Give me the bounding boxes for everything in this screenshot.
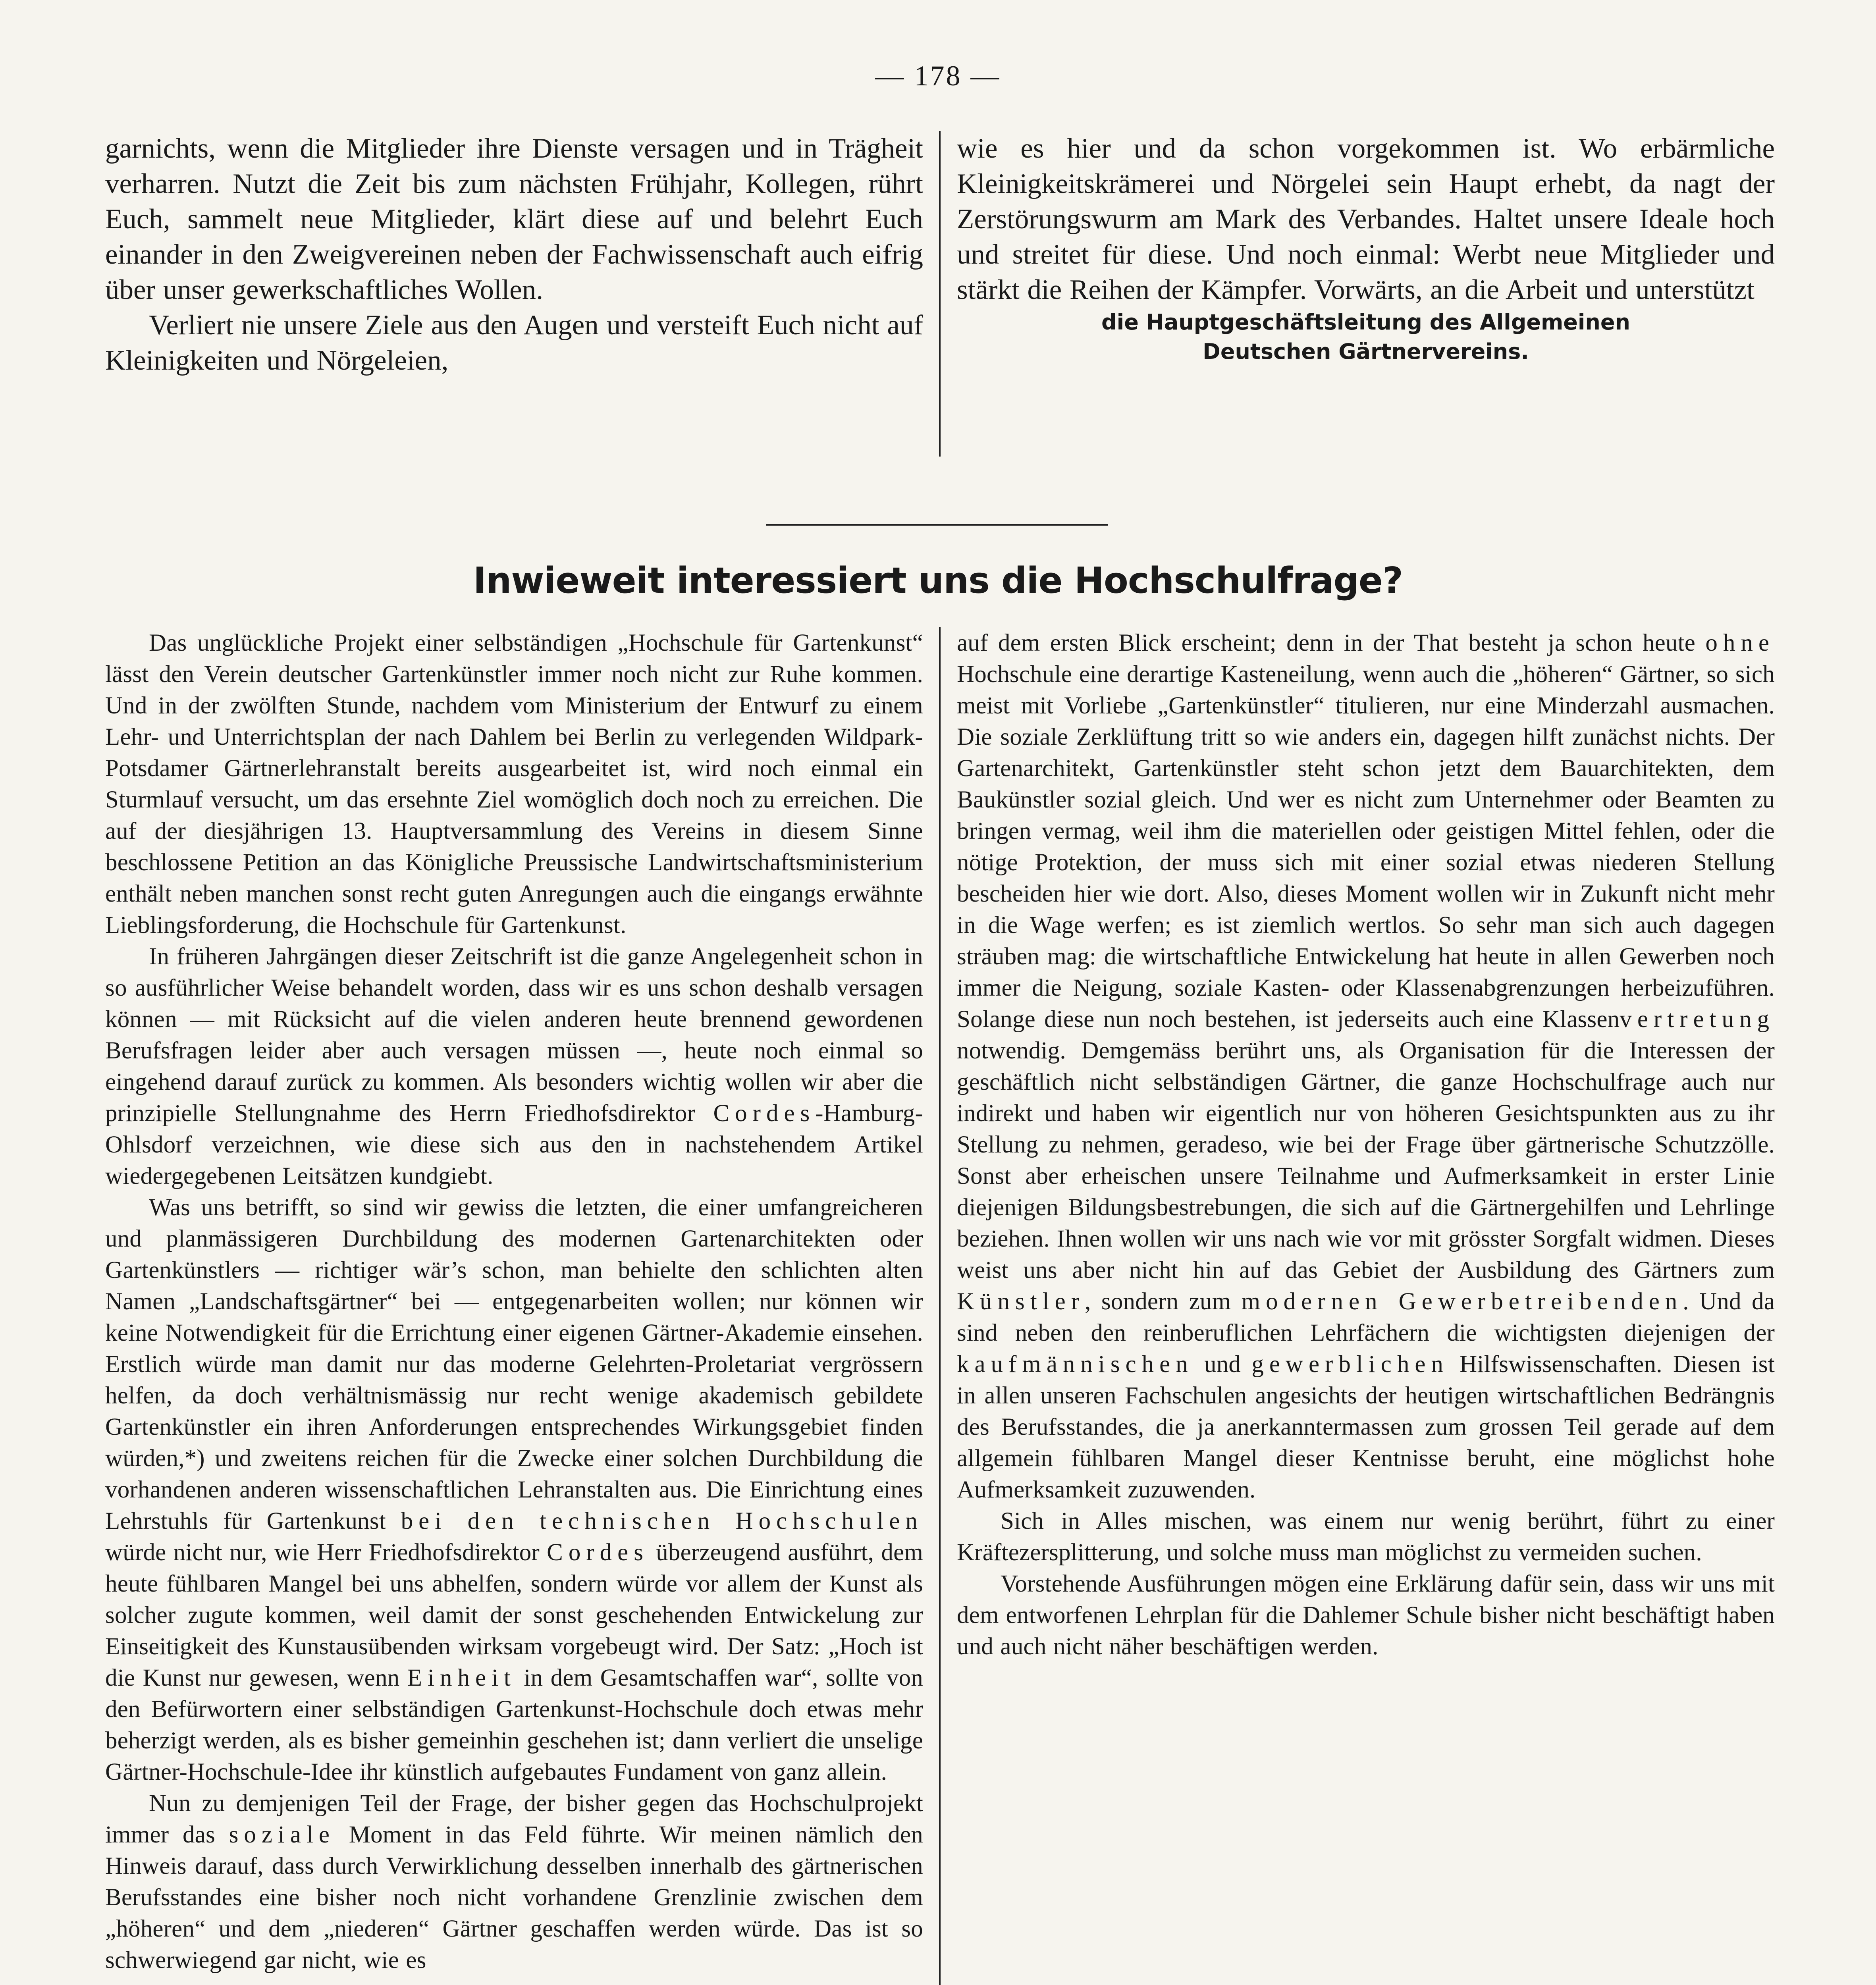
article-1-right-column xyxy=(957,627,1775,1662)
article-1-left-paragraph-1: Das unglückliche Projekt einer selbständigen „Hochschule für Gartenkunst“ lässt den Verein deutscher Gartenkünstler immer noch nicht zur Ruhe kommen. Und in der zwölften Stunde, nachdem vom Ministerium der Entwurf zu einem Lehr- und Unterrichtsplan der nach Dahlem bei Berlin zu verlegenden Wildpark-Potsdamer Gärtnerlehranstalt bereits ausgearbeitet ist, wird noch einmal ein Sturmlauf versucht, um das ersehnte Ziel womöglich doch noch zu erreichen. Die auf der diesjährigen 13. Hauptversammlung des Vereins in diesem Sinne beschlossene Petition an das Königliche Preussische Landwirtschaftsministerium enthält neben manchen sonst recht guten Anregungen auch die eingangs erwähnte Lieblingsforderung, die Hochschule für Gartenkunst. xyxy=(105,630,923,939)
top-left-paragraph-2: Verliert nie unsere Ziele aus den Augen und versteift Euch nicht auf Kleinigkeiten und Nörgeleien, xyxy=(105,310,923,376)
top-left-column xyxy=(105,131,923,378)
signature-line-2: Deutschen Gärtnervereins. xyxy=(1203,339,1529,364)
article-1-right-paragraph-3: Vorstehende Ausführungen mögen eine Erklärung dafür sein, dass wir uns mit dem entworfenen Lehrplan für die Dahlemer Schule bisher nicht beschäftigt haben und auch nicht näher beschäftigen werden. xyxy=(957,1571,1775,1660)
article-1-left-paragraph-3: Was uns betrifft, so sind wir gewiss die letzten, die einer umfangreicheren und planmässigeren Durchbildung des modernen Gartenarchitekten oder Gartenkünstlers — richtiger wär’s schon, man behielte den schlichten alten Namen „Landschaftsgärtner“ bei — entgegenarbeiten wollen; nur können wir keine Notwendigkeit für die Errichtung einer eigenen Gärtner-Akademie einsehen. Erstlich würde man damit nur das moderne Gelehrten-Proletariat vergrössern helfen, da doch verhältnismässig nur recht wenige akademisch gebildete Gartenkünstler ein ihren Anforderungen entsprechendes Wirkungsgebiet finden würden,*) und zweitens reichen für die Zwecke einer solchen Durchbildung die vorhandenen anderen wissenschaftlichen Lehranstalten aus. Die Einrichtung eines Lehrstuhls für Gartenkunst bei den technischen Hochschulen würde nicht nur, wie Herr Friedhofsdirektor Cordes überzeugend ausführt, dem heute fühlbaren Mangel bei uns abhelfen, sondern würde vor allem der Kunst als solcher zugute kommen, weil damit der sonst geschehenden Entwickelung zur Einseitigkeit des Kunstausübenden wirksam vorgebeugt wird. Der Satz: „Hoch ist die Kunst nur gewesen, wenn Einheit in dem Gesamtschaffen war“, sollte von den Befürwortern einer selbständigen Gartenkunst-Hochschule doch etwas mehr beherzigt werden, als es bisher gemeinhin geschehen ist; dann verliert die unselige Gärtner-Hochschule-Idee ihr künstlich aufgebautes Fundament von ganz allein. xyxy=(105,1194,924,1785)
top-left-paragraph-1: garnichts, wenn die Mitglieder ihre Dienste versagen und in Trägheit verharren. Nutzt die Zeit bis zum nächsten Frühjahr, Kollegen, rührt Euch, sammelt neue Mitglieder, klärt diese auf und belehrt Euch einander in den Zweigvereinen neben der Fachwissenschaft auch eifrig über unser gewerkschaftliches Wollen. xyxy=(105,133,923,305)
article-column-divider xyxy=(939,627,941,1985)
signature-line-1: die Hauptgeschäftsleitung des Allgemeinen xyxy=(1101,310,1630,335)
top-column-divider xyxy=(939,131,941,457)
article-1-left-paragraph-4: Nun zu demjenigen Teil der Frage, der bisher gegen das Hochschulprojekt immer das soziale Moment in das Feld führte. Wir meinen nämlich den Hinweis darauf, dass durch Verwirklichung desselben innerhalb des gärtnerischen Berufsstandes eine bisher noch nicht vorhandene Grenzlinie zwischen dem „höheren“ und dem „niederen“ Gärtner geschaffen werden würde. Das ist so schwerwiegend gar nicht, wie es xyxy=(105,1790,923,1973)
article-1-right-paragraph-2: Sich in Alles mischen, was einem nur wenig berührt, führt zu einer Kräftezersplitterung, und solche muss man möglichst zu vermeiden suchen. xyxy=(957,1508,1775,1566)
top-right-paragraph: wie es hier und da schon vorgekommen ist. Wo erbärmliche Kleinigkeitskrämerei und Nörgelei sein Haupt erhebt, da nagt der Zerstörungswurm am Mark des Verbandes. Haltet unsere Ideale hoch und streitet für diese. Und noch einmal: Werbt neue Mitglieder und stärkt die Reihen der Kämpfer. Vorwärts, an die Arbeit und unterstützt xyxy=(957,133,1775,305)
article-1-right-paragraph-1: auf dem ersten Blick erscheint; denn in der That besteht ja schon heute ohne Hochschule eine derartige Kasteneilung, wenn auch die „höheren“ Gärtner, so sich meist mit Vorliebe „Gartenkünstler“ titulieren, nur eine Minderzahl ausmachen. Die soziale Zerklüftung tritt so wie anders ein, dagegen hilft zunächst nichts. Der Gartenarchitekt, Gartenkünstler steht schon jetzt dem Bauarchitekten, dem Baukünstler sozial gleich. Und wer es nicht zum Unternehmer oder Beamten zu bringen vermag, weil ihm die materiellen oder geistigen Mittel fehlen, oder die nötige Protektion, der muss sich mit einer sozial etwas niederen Stellung bescheiden hier wie dort. Also, dieses Moment wollen wir in Zukunft nicht mehr in die Wage werfen; es ist ziemlich wertlos. So sehr man sich auch dagegen sträuben mag: die wirtschaftliche Entwickelung hat heute in allen Gewerben noch immer die Neigung, soziale Kasten- oder Klassenabgrenzungen herbeizuführen. Solange diese nun noch bestehen, ist jederseits auch eine Klassenvertretung notwendig. Demgemäss berührt uns, als Organisation für die Interessen der geschäftlich nicht selbständigen Gärtner, die ganze Hochschulfrage auch nur indirekt und haben wir eigentlich nur von höheren Gesichtspunkten aus zu ihr Stellung zu nehmen, geradeso, wie bei der Frage über gärtnerische Schutzzölle. Sonst aber erheischen unsere Teilnahme und Aufmerksamkeit in erster Linie diejenigen Bildungsbestrebungen, die sich auf die Gärtnergehilfen und Lehrlinge beziehen. Ihnen wollen wir uns nach wie vor mit grösster Sorgfalt widmen. Dieses weist uns aber nicht hin auf das Gebiet der Ausbildung des Gärtners zum Künstler, sondern zum modernen Gewerbetreibenden. Und da sind neben den reinberuflichen Lehrfächern die wichtigsten diejenigen der kaufmännischen und gewerblichen Hilfswissenschaften. Diesen ist in allen unseren Fachschulen angesichts der heutigen wirtschaftlichen Bedrängnis des Berufsstandes, die ja anerkanntermassen zum grossen Teil gerade auf dem allgemein fühlbaren Mangel dieser Kentnisse beruht, eine möglichst hohe Aufmerksamkeit zuzuwenden. xyxy=(957,630,1775,1503)
article-1-title: Inwieweit interessiert uns die Hochschulfrage? xyxy=(473,560,1403,601)
top-right-column xyxy=(957,131,1775,366)
article-1-left-paragraph-2: In früheren Jahrgängen dieser Zeitschrift ist die ganze Angelegenheit schon in so ausführlicher Weise behandelt worden, dass wir es uns schon deshalb versagen können — mit Rücksicht auf die vielen anderen heute brennend gewordenen Berufsfragen leider aber auch versagen müssen —, heute noch einmal so eingehend darauf zurück zu kommen. Als besonders wichtig wollen wir aber die prinzipielle Stellungnahme des Herrn Friedhofsdirektor Cordes-Hamburg-Ohlsdorf verzeichnen, wie diese sich aus den in nachstehendem Artikel wiedergegebenen Leitsätzen kundgiebt. xyxy=(105,943,923,1189)
article-1-left-column xyxy=(105,627,923,1976)
page-number: — 178 — xyxy=(875,60,1001,92)
section-separator xyxy=(766,524,1108,526)
